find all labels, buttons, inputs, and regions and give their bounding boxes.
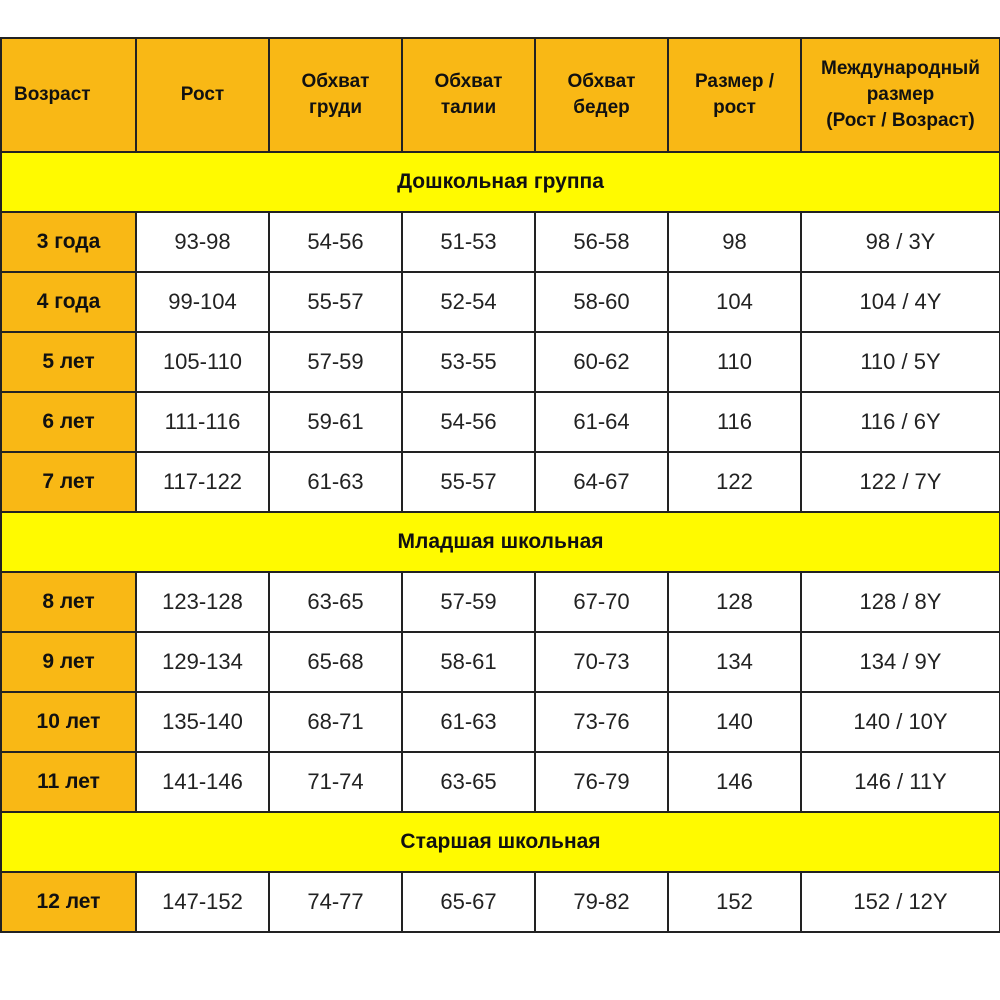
chest-cell: 74-77 (269, 872, 402, 932)
height-cell: 135-140 (136, 692, 269, 752)
waist-cell: 51-53 (402, 212, 535, 272)
size-chart (0, 37, 1000, 933)
table-row (1, 272, 1000, 332)
hips-cell: 70-73 (535, 632, 668, 692)
international-size-cell: 110 / 5Y (801, 332, 1000, 392)
chest-cell: 57-59 (269, 332, 402, 392)
waist-cell: 61-63 (402, 692, 535, 752)
group-title: Дошкольная группа (1, 152, 1000, 212)
waist-cell: 54-56 (402, 392, 535, 452)
height-cell: 123-128 (136, 572, 269, 632)
size-table (0, 37, 1000, 933)
group-row (1, 812, 1000, 872)
group-title: Старшая школьная (1, 812, 1000, 872)
chest-cell: 61-63 (269, 452, 402, 512)
header-chest: Обхват груди (269, 38, 402, 152)
header-international-size: Международный размер (Рост / Возраст) (801, 38, 1000, 152)
waist-cell: 53-55 (402, 332, 535, 392)
hips-cell: 76-79 (535, 752, 668, 812)
chest-cell: 68-71 (269, 692, 402, 752)
waist-cell: 65-67 (402, 872, 535, 932)
age-cell: 9 лет (1, 632, 136, 692)
size-cell: 110 (668, 332, 801, 392)
table-row (1, 872, 1000, 932)
table-row (1, 692, 1000, 752)
waist-cell: 52-54 (402, 272, 535, 332)
chest-cell: 71-74 (269, 752, 402, 812)
waist-cell: 57-59 (402, 572, 535, 632)
international-size-cell: 98 / 3Y (801, 212, 1000, 272)
international-size-cell: 104 / 4Y (801, 272, 1000, 332)
age-cell: 10 лет (1, 692, 136, 752)
international-size-cell: 140 / 10Y (801, 692, 1000, 752)
hips-cell: 73-76 (535, 692, 668, 752)
age-cell: 5 лет (1, 332, 136, 392)
group-row (1, 512, 1000, 572)
hips-cell: 64-67 (535, 452, 668, 512)
chest-cell: 63-65 (269, 572, 402, 632)
international-size-cell: 116 / 6Y (801, 392, 1000, 452)
international-size-cell: 146 / 11Y (801, 752, 1000, 812)
international-size-cell: 134 / 9Y (801, 632, 1000, 692)
height-cell: 99-104 (136, 272, 269, 332)
height-cell: 93-98 (136, 212, 269, 272)
age-cell: 11 лет (1, 752, 136, 812)
size-cell: 122 (668, 452, 801, 512)
size-cell: 128 (668, 572, 801, 632)
age-cell: 4 года (1, 272, 136, 332)
size-cell: 98 (668, 212, 801, 272)
table-row (1, 752, 1000, 812)
age-cell: 3 года (1, 212, 136, 272)
size-cell: 116 (668, 392, 801, 452)
hips-cell: 56-58 (535, 212, 668, 272)
hips-cell: 67-70 (535, 572, 668, 632)
header-row (1, 38, 1000, 152)
table-row (1, 332, 1000, 392)
hips-cell: 60-62 (535, 332, 668, 392)
age-cell: 12 лет (1, 872, 136, 932)
height-cell: 105-110 (136, 332, 269, 392)
height-cell: 147-152 (136, 872, 269, 932)
header-height: Рост (136, 38, 269, 152)
size-cell: 146 (668, 752, 801, 812)
chest-cell: 59-61 (269, 392, 402, 452)
international-size-cell: 122 / 7Y (801, 452, 1000, 512)
header-age: Возраст (1, 38, 136, 152)
chest-cell: 54-56 (269, 212, 402, 272)
waist-cell: 55-57 (402, 452, 535, 512)
age-cell: 6 лет (1, 392, 136, 452)
size-cell: 134 (668, 632, 801, 692)
height-cell: 111-116 (136, 392, 269, 452)
age-cell: 7 лет (1, 452, 136, 512)
waist-cell: 58-61 (402, 632, 535, 692)
size-cell: 140 (668, 692, 801, 752)
height-cell: 141-146 (136, 752, 269, 812)
height-cell: 129-134 (136, 632, 269, 692)
chest-cell: 55-57 (269, 272, 402, 332)
age-cell: 8 лет (1, 572, 136, 632)
size-cell: 152 (668, 872, 801, 932)
chest-cell: 65-68 (269, 632, 402, 692)
waist-cell: 63-65 (402, 752, 535, 812)
table-row (1, 392, 1000, 452)
group-title: Младшая школьная (1, 512, 1000, 572)
table-row (1, 572, 1000, 632)
hips-cell: 79-82 (535, 872, 668, 932)
header-hips: Обхват бедер (535, 38, 668, 152)
height-cell: 117-122 (136, 452, 269, 512)
international-size-cell: 128 / 8Y (801, 572, 1000, 632)
hips-cell: 61-64 (535, 392, 668, 452)
header-waist: Обхват талии (402, 38, 535, 152)
header-size-height: Размер / рост (668, 38, 801, 152)
size-cell: 104 (668, 272, 801, 332)
hips-cell: 58-60 (535, 272, 668, 332)
table-row (1, 452, 1000, 512)
group-row (1, 152, 1000, 212)
table-row (1, 212, 1000, 272)
table-row (1, 632, 1000, 692)
international-size-cell: 152 / 12Y (801, 872, 1000, 932)
